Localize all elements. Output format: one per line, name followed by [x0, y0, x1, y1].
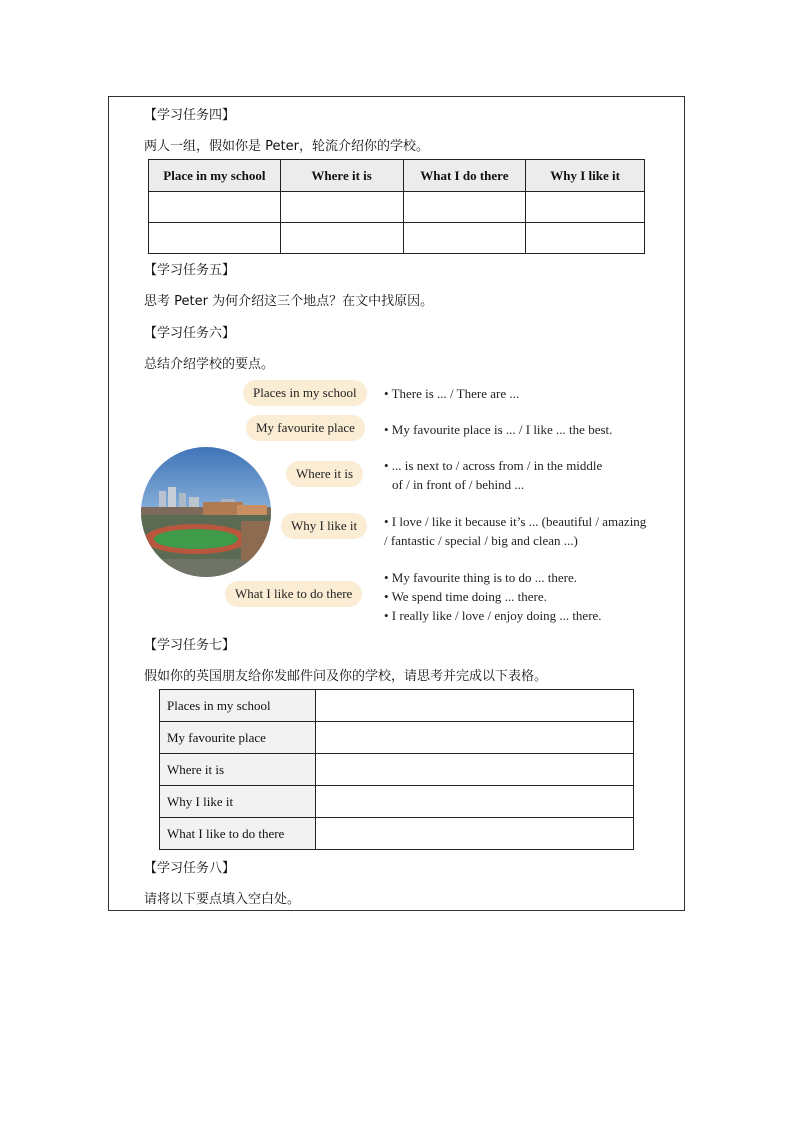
point-text-why-1: • I love / like it because it’s ... (beautiful / amazing: [384, 514, 647, 529]
point-text-where-1: • ... is next to / across from / in the middle: [384, 458, 603, 473]
task7-heading: 【学习任务七】: [144, 638, 236, 653]
task5-instruction: 思考 Peter 为何介绍这三个地点？在文中找原因。: [144, 294, 434, 309]
task6-instruction: 总结介绍学校的要点。: [144, 357, 275, 372]
task4-instruction: 两人一组，假如你是 Peter，轮流介绍你的学校。: [144, 139, 429, 154]
school-photo: [141, 447, 271, 577]
task7-instruction: 假如你的英国朋友给你发邮件问及你的学校，请思考并完成以下表格。: [144, 669, 548, 684]
task6-heading: 【学习任务六】: [144, 326, 236, 341]
task7-answer-cell[interactable]: [316, 754, 634, 786]
point-text-favourite: • My favourite place is ... / I like ... the best.: [384, 422, 613, 437]
task7-answer-cell[interactable]: [316, 818, 634, 850]
task8-heading: 【学习任务八】: [144, 861, 236, 876]
task8-instruction: 请将以下要点填入空白处。: [144, 892, 301, 907]
point-text-places: • There is ... / There are ...: [384, 386, 520, 401]
task4-cell[interactable]: [526, 223, 645, 254]
task7-row: [160, 754, 634, 786]
task7-label-where: Where it is: [160, 754, 316, 786]
task7-row: [160, 690, 634, 722]
task4-cell[interactable]: [280, 192, 403, 223]
task4-col-place: Place in my school: [149, 160, 281, 192]
task7-row: [160, 786, 634, 818]
task4-row: [149, 192, 645, 223]
task7-label-places: Places in my school: [160, 690, 316, 722]
task4-cell[interactable]: [280, 223, 403, 254]
task7-table: [159, 689, 634, 850]
point-label-where: Where it is: [286, 461, 363, 487]
point-label-favourite: My favourite place: [246, 415, 365, 441]
task4-heading: 【学习任务四】: [144, 108, 236, 123]
point-text-what-2: • We spend time doing ... there.: [384, 589, 547, 604]
task7-label-favourite: My favourite place: [160, 722, 316, 754]
task7-answer-cell[interactable]: [316, 690, 634, 722]
point-text-what-3: • I really like / love / enjoy doing ... there.: [384, 608, 602, 623]
point-text-where-2: of / in front of / behind ...: [392, 477, 525, 492]
task7-answer-cell[interactable]: [316, 722, 634, 754]
point-text-what-1: • My favourite thing is to do ... there.: [384, 570, 578, 585]
point-label-what: What I like to do there: [225, 581, 362, 607]
task4-cell[interactable]: [403, 223, 526, 254]
task4-row: [149, 223, 645, 254]
task4-col-where: Where it is: [280, 160, 403, 192]
task7-label-what: What I like to do there: [160, 818, 316, 850]
task4-cell[interactable]: [149, 192, 281, 223]
task4-cell[interactable]: [403, 192, 526, 223]
task4-col-what: What I do there: [403, 160, 526, 192]
task5-heading: 【学习任务五】: [144, 263, 236, 278]
point-label-why: Why I like it: [281, 513, 367, 539]
task4-table: [148, 159, 645, 254]
task7-row: [160, 818, 634, 850]
task4-cell[interactable]: [149, 223, 281, 254]
point-text-why-2: / fantastic / special / big and clean ...): [384, 533, 578, 548]
task4-cell[interactable]: [526, 192, 645, 223]
task4-col-why: Why I like it: [526, 160, 645, 192]
task7-answer-cell[interactable]: [316, 786, 634, 818]
task7-row: [160, 722, 634, 754]
task7-label-why: Why I like it: [160, 786, 316, 818]
task4-header-row: [149, 160, 645, 192]
point-label-places: Places in my school: [243, 380, 367, 406]
